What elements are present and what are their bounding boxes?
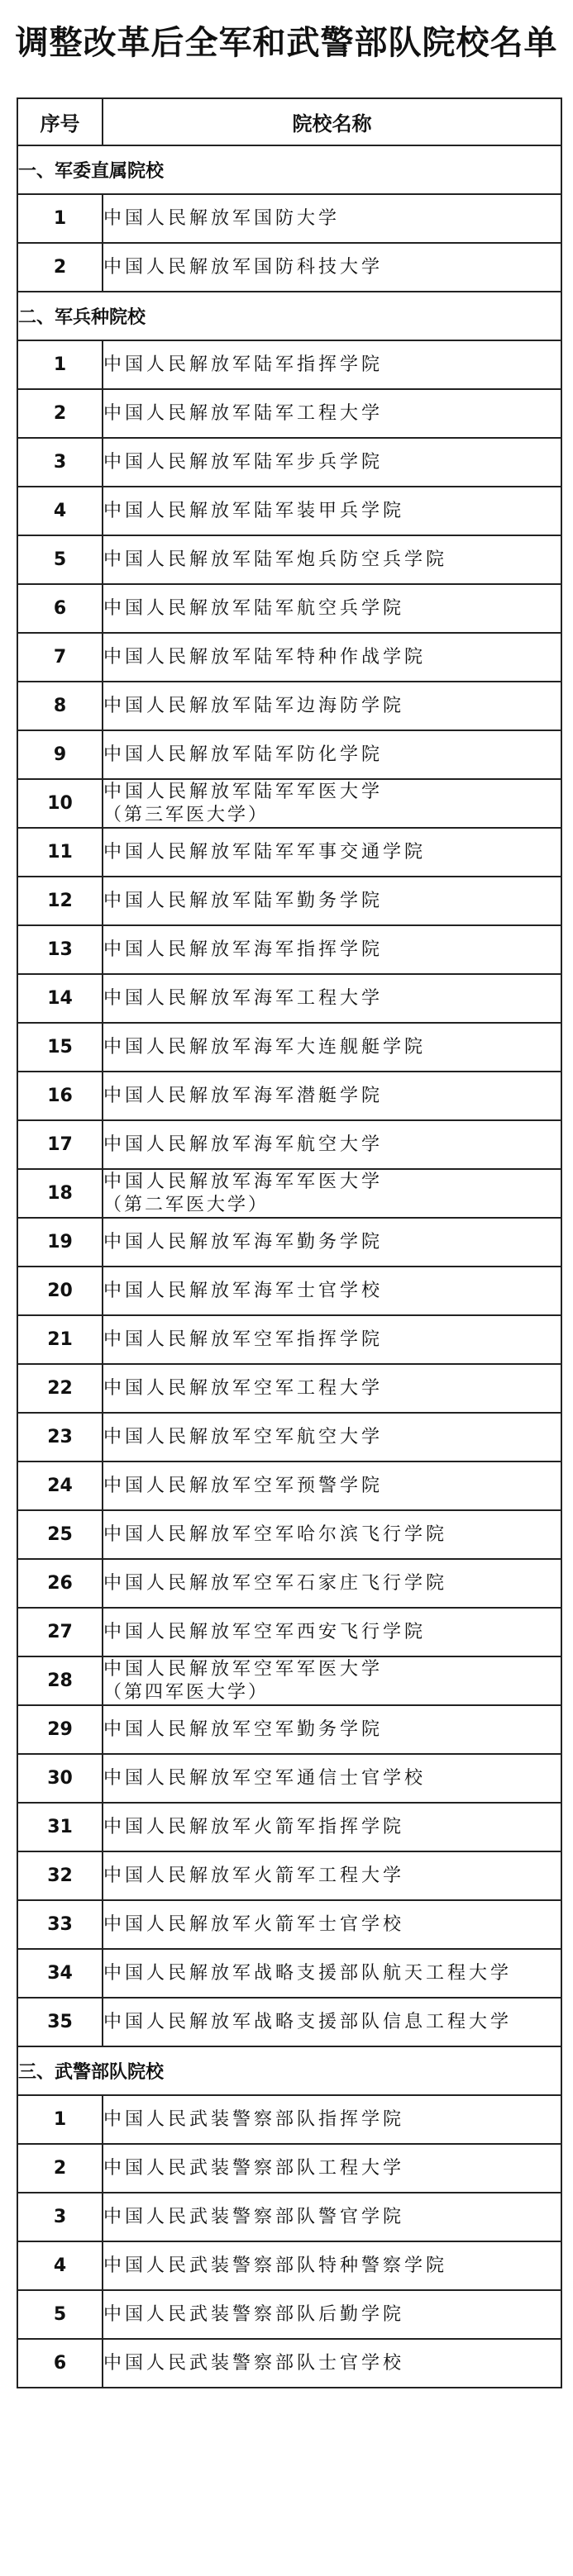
school-name: 中国人民解放军空军预警学院: [103, 1475, 384, 1496]
school-name-cell: [103, 1656, 561, 1705]
school-name-cell: [103, 389, 561, 438]
row-number: 4: [17, 2241, 103, 2290]
table-row: [17, 1267, 561, 1315]
table-row: [17, 1998, 561, 2046]
row-number: 8: [17, 682, 103, 730]
school-name-cell: [103, 633, 561, 682]
table-row: [17, 438, 561, 487]
school-name: 中国人民解放军空军通信士官学校: [103, 1767, 427, 1789]
row-number: 20: [17, 1267, 103, 1315]
school-name: 中国人民解放军战略支援部队信息工程大学: [103, 2011, 513, 2032]
school-name: 中国人民解放军海军士官学校: [103, 1280, 384, 1301]
table-row: [17, 877, 561, 925]
school-name-cell: [103, 535, 561, 584]
school-name: 中国人民解放军空军工程大学: [103, 1377, 384, 1399]
table-row: [17, 2193, 561, 2241]
table-row: [17, 340, 561, 389]
header-row: [17, 98, 561, 145]
school-name: 中国人民解放军海军军医大学: [103, 1171, 384, 1192]
school-name-cell: [103, 1851, 561, 1900]
school-name: 中国人民武装警察部队特种警察学院: [103, 2255, 448, 2276]
school-name: 中国人民解放军战略支援部队航天工程大学: [103, 1962, 513, 1984]
school-list-table: [17, 97, 562, 2388]
section-row: [17, 292, 561, 340]
school-name-cell: [103, 1023, 561, 1072]
school-name: 中国人民武装警察部队工程大学: [103, 2157, 405, 2179]
school-name: 中国人民解放军空军指挥学院: [103, 1328, 384, 1350]
table-row: [17, 1413, 561, 1461]
row-number: 5: [17, 2290, 103, 2339]
school-name: 中国人民解放军陆军装甲兵学院: [103, 500, 405, 521]
table-row: [17, 974, 561, 1023]
school-name-cell: [103, 730, 561, 779]
section-label: 二、军兵种院校: [17, 292, 561, 340]
row-number: 13: [17, 925, 103, 974]
row-number: 21: [17, 1315, 103, 1364]
row-number: 1: [17, 2095, 103, 2144]
section-label: 三、武警部队院校: [17, 2046, 561, 2095]
section-label: 一、军委直属院校: [17, 145, 561, 194]
row-number: 15: [17, 1023, 103, 1072]
school-name: 中国人民解放军海军指挥学院: [103, 939, 384, 960]
table-row: [17, 1023, 561, 1072]
row-number: 9: [17, 730, 103, 779]
row-number: 6: [17, 2339, 103, 2388]
school-name-cell: [103, 2144, 561, 2193]
table-row: [17, 2144, 561, 2193]
row-number: 24: [17, 1461, 103, 1510]
row-number: 10: [17, 779, 103, 828]
table-row: [17, 1169, 561, 1218]
table-body: [17, 145, 561, 2388]
table-row: [17, 730, 561, 779]
table-row: [17, 1754, 561, 1803]
school-former-name: （第二军医大学）: [103, 1194, 270, 1215]
school-name-cell: [103, 1120, 561, 1169]
table-row: [17, 633, 561, 682]
header-name: 院校名称: [103, 98, 561, 145]
school-name: 中国人民武装警察部队警官学院: [103, 2206, 405, 2227]
row-number: 3: [17, 2193, 103, 2241]
table-row: [17, 1315, 561, 1364]
school-former-name: （第三军医大学）: [103, 804, 270, 825]
table-row: [17, 194, 561, 243]
row-number: 31: [17, 1803, 103, 1851]
table-row: [17, 779, 561, 828]
section-row: [17, 145, 561, 194]
row-number: 23: [17, 1413, 103, 1461]
row-number: 18: [17, 1169, 103, 1218]
school-name-cell: [103, 779, 561, 828]
school-name: 中国人民解放军海军工程大学: [103, 987, 384, 1009]
school-name: 中国人民解放军陆军指挥学院: [103, 354, 384, 375]
table-row: [17, 1656, 561, 1705]
row-number: 5: [17, 535, 103, 584]
school-name-cell: [103, 1900, 561, 1949]
table-row: [17, 1072, 561, 1120]
page-title: 调整改革后全军和武警部队院校名单: [15, 23, 558, 62]
school-name-cell: [103, 2241, 561, 2290]
school-former-name: （第四军医大学）: [103, 1681, 270, 1703]
school-name-cell: [103, 1364, 561, 1413]
table-row: [17, 1218, 561, 1267]
school-name: 中国人民武装警察部队指挥学院: [103, 2108, 405, 2130]
table-row: [17, 1608, 561, 1656]
school-name: 中国人民解放军陆军炮兵防空兵学院: [103, 549, 448, 570]
school-name-cell: [103, 1705, 561, 1754]
table-row: [17, 1851, 561, 1900]
table-row: [17, 1510, 561, 1559]
school-name: 中国人民解放军火箭军指挥学院: [103, 1816, 405, 1837]
school-name: 中国人民解放军国防科技大学: [103, 256, 384, 278]
row-number: 7: [17, 633, 103, 682]
table-row: [17, 389, 561, 438]
row-number: 14: [17, 974, 103, 1023]
row-number: 12: [17, 877, 103, 925]
row-number: 2: [17, 2144, 103, 2193]
header-no: 序号: [17, 98, 103, 145]
school-name-cell: [103, 1169, 561, 1218]
school-name: 中国人民解放军陆军步兵学院: [103, 451, 384, 473]
school-name-cell: [103, 340, 561, 389]
table-row: [17, 1900, 561, 1949]
school-name: 中国人民解放军陆军特种作战学院: [103, 646, 427, 668]
table-row: [17, 828, 561, 877]
school-name-cell: [103, 2095, 561, 2144]
school-name-cell: [103, 1315, 561, 1364]
table-row: [17, 2095, 561, 2144]
row-number: 27: [17, 1608, 103, 1656]
school-name: 中国人民解放军火箭军工程大学: [103, 1865, 405, 1886]
school-name-cell: [103, 1461, 561, 1510]
table-row: [17, 1559, 561, 1608]
school-name-cell: [103, 243, 561, 292]
school-name-cell: [103, 2339, 561, 2388]
row-number: 16: [17, 1072, 103, 1120]
school-name-cell: [103, 584, 561, 633]
table-row: [17, 1120, 561, 1169]
school-name: 中国人民解放军陆军航空兵学院: [103, 597, 405, 619]
row-number: 2: [17, 389, 103, 438]
school-name: 中国人民解放军海军潜艇学院: [103, 1085, 384, 1106]
school-name-cell: [103, 1803, 561, 1851]
row-number: 30: [17, 1754, 103, 1803]
school-name: 中国人民解放军陆军边海防学院: [103, 695, 405, 716]
table-row: [17, 2290, 561, 2339]
school-name: 中国人民解放军陆军军医大学: [103, 781, 384, 802]
school-name-cell: [103, 828, 561, 877]
row-number: 26: [17, 1559, 103, 1608]
table-row: [17, 682, 561, 730]
row-number: 1: [17, 194, 103, 243]
row-number: 19: [17, 1218, 103, 1267]
row-number: 33: [17, 1900, 103, 1949]
section-row: [17, 2046, 561, 2095]
table-row: [17, 1705, 561, 1754]
school-name-cell: [103, 974, 561, 1023]
row-number: 17: [17, 1120, 103, 1169]
school-name: 中国人民解放军海军勤务学院: [103, 1231, 384, 1252]
table-row: [17, 535, 561, 584]
table-row: [17, 2339, 561, 2388]
school-name-cell: [103, 1267, 561, 1315]
school-name-cell: [103, 877, 561, 925]
school-name: 中国人民解放军陆军防化学院: [103, 744, 384, 765]
row-number: 25: [17, 1510, 103, 1559]
row-number: 28: [17, 1656, 103, 1705]
school-name: 中国人民解放军海军航空大学: [103, 1134, 384, 1155]
school-name-cell: [103, 194, 561, 243]
school-name-cell: [103, 1218, 561, 1267]
row-number: 4: [17, 487, 103, 535]
school-name: 中国人民解放军国防大学: [103, 207, 341, 229]
school-name: 中国人民解放军空军勤务学院: [103, 1718, 384, 1740]
school-name: 中国人民解放军空军航空大学: [103, 1426, 384, 1447]
school-name: 中国人民武装警察部队后勤学院: [103, 2303, 405, 2325]
table-row: [17, 925, 561, 974]
school-name-cell: [103, 2193, 561, 2241]
row-number: 22: [17, 1364, 103, 1413]
row-number: 2: [17, 243, 103, 292]
school-name-cell: [103, 1998, 561, 2046]
school-name: 中国人民解放军陆军工程大学: [103, 402, 384, 424]
table-row: [17, 1364, 561, 1413]
school-name-cell: [103, 1072, 561, 1120]
table-row: [17, 1803, 561, 1851]
row-number: 35: [17, 1998, 103, 2046]
school-name-cell: [103, 1754, 561, 1803]
row-number: 6: [17, 584, 103, 633]
school-name: 中国人民解放军陆军军事交通学院: [103, 841, 427, 863]
school-name: 中国人民解放军空军西安飞行学院: [103, 1621, 427, 1642]
school-name: 中国人民解放军火箭军士官学校: [103, 1913, 405, 1935]
table-row: [17, 243, 561, 292]
table-row: [17, 1461, 561, 1510]
school-name-cell: [103, 1608, 561, 1656]
school-name: 中国人民解放军空军哈尔滨飞行学院: [103, 1523, 448, 1545]
row-number: 11: [17, 828, 103, 877]
school-name: 中国人民解放军空军军医大学: [103, 1658, 384, 1680]
school-name-cell: [103, 1949, 561, 1998]
school-name-cell: [103, 1413, 561, 1461]
school-name-cell: [103, 2290, 561, 2339]
table-row: [17, 584, 561, 633]
table-row: [17, 1949, 561, 1998]
row-number: 34: [17, 1949, 103, 1998]
table-row: [17, 2241, 561, 2290]
row-number: 32: [17, 1851, 103, 1900]
school-name: 中国人民解放军海军大连舰艇学院: [103, 1036, 427, 1057]
row-number: 3: [17, 438, 103, 487]
school-name-cell: [103, 1559, 561, 1608]
school-name: 中国人民解放军空军石家庄飞行学院: [103, 1572, 448, 1594]
school-name-cell: [103, 438, 561, 487]
school-name: 中国人民武装警察部队士官学校: [103, 2352, 405, 2374]
school-name-cell: [103, 1510, 561, 1559]
school-name: 中国人民解放军陆军勤务学院: [103, 890, 384, 911]
school-name-cell: [103, 925, 561, 974]
row-number: 29: [17, 1705, 103, 1754]
row-number: 1: [17, 340, 103, 389]
school-name-cell: [103, 487, 561, 535]
school-name-cell: [103, 682, 561, 730]
table-row: [17, 487, 561, 535]
